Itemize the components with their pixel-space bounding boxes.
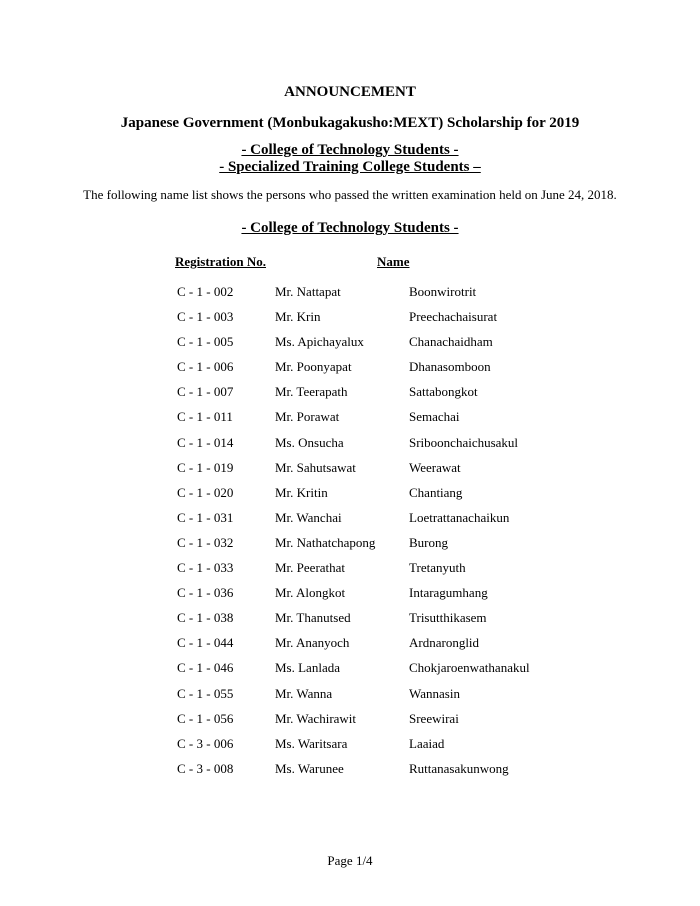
first-name: Mr. Teerapath	[275, 384, 348, 400]
list-item	[0, 736, 700, 761]
first-name: Ms. Apichayalux	[275, 334, 364, 350]
first-name: Mr. Wachirawit	[275, 710, 357, 726]
registration-number: C - 1 - 033	[177, 560, 234, 576]
last-name: Tretanyuth	[409, 560, 466, 576]
registration-number: C - 1 - 036	[177, 585, 234, 601]
first-name: Mr. Nattapat	[275, 284, 341, 299]
last-name: Semachai	[409, 409, 460, 425]
registration-number: C - 1 - 031	[177, 509, 234, 525]
page-number: Page 1/4	[327, 853, 373, 868]
first-name: Mr. Thanutsed	[275, 610, 351, 626]
last-name: Chokjaroenwathanakul	[409, 660, 530, 676]
registration-number: C - 1 - 044	[177, 635, 234, 651]
last-name: Sriboonchaichusakul	[409, 434, 519, 450]
registration-number: C - 1 - 002	[177, 284, 234, 299]
list-item	[0, 711, 700, 736]
registration-number: C - 3 - 006	[177, 735, 234, 751]
registration-number: C - 3 - 008	[177, 760, 234, 776]
section-heading: - College of Technology Students -	[241, 220, 459, 236]
list-item	[0, 560, 700, 585]
last-name: Chantiang	[409, 484, 463, 500]
last-name: Dhanasomboon	[409, 359, 491, 375]
last-name: Trisutthikasem	[409, 610, 487, 626]
list-item	[0, 409, 700, 434]
intro-paragraph: The following name list shows the persons who passed the written examination held on June 24, 2018.	[83, 187, 617, 202]
first-name: Ms. Lanlada	[275, 660, 340, 676]
registration-number: C - 1 - 032	[177, 534, 234, 550]
list-item	[0, 761, 700, 786]
registration-number: C - 1 - 055	[177, 685, 234, 701]
subtitle-specialized-training: - Specialized Training College Students –	[219, 159, 481, 175]
registration-number: C - 1 - 038	[177, 610, 234, 626]
registration-number: C - 1 - 019	[177, 459, 234, 475]
registration-number: C - 1 - 020	[177, 484, 234, 500]
registration-number: C - 1 - 056	[177, 710, 234, 726]
registration-number: C - 1 - 003	[177, 309, 234, 325]
column-header-name: Name	[377, 254, 410, 269]
subtitle-college-of-technology: - College of Technology Students -	[241, 142, 459, 158]
registration-number: C - 1 - 046	[177, 660, 234, 676]
registration-number: C - 1 - 005	[177, 334, 234, 350]
first-name: Mr. Ananyoch	[275, 635, 350, 651]
first-name: Mr. Wanchai	[275, 509, 342, 525]
first-name: Mr. Peerathat	[275, 560, 346, 576]
first-name: Mr. Alongkot	[275, 585, 346, 601]
registration-number: C - 1 - 007	[177, 384, 234, 400]
last-name: Sreewirai	[409, 710, 459, 726]
list-item	[0, 686, 700, 711]
last-name: Wannasin	[409, 685, 460, 701]
registration-number: C - 1 - 011	[177, 409, 233, 425]
first-name: Mr. Poonyapat	[275, 359, 352, 375]
first-name: Mr. Kritin	[275, 484, 328, 500]
list-item	[0, 384, 700, 409]
list-item	[0, 585, 700, 610]
first-name: Mr. Porawat	[275, 409, 340, 425]
list-item	[0, 460, 700, 485]
last-name: Ardnaronglid	[409, 635, 480, 651]
passer-list	[0, 284, 700, 786]
list-item	[0, 334, 700, 359]
scholarship-title: Japanese Government (Monbukagakusho:MEXT) Scholarship for 2019	[120, 115, 580, 131]
last-name: Burong	[409, 534, 448, 550]
list-item	[0, 284, 700, 309]
first-name: Ms. Waritsara	[275, 735, 348, 751]
list-item	[0, 510, 700, 535]
last-name: Laaiad	[409, 735, 445, 751]
first-name: Mr. Wanna	[275, 685, 333, 701]
list-item	[0, 660, 700, 685]
registration-number: C - 1 - 014	[177, 434, 234, 450]
list-item	[0, 435, 700, 460]
first-name: Ms. Warunee	[275, 760, 344, 776]
list-item	[0, 610, 700, 635]
last-name: Loetrattanachaikun	[409, 509, 510, 525]
first-name: Mr. Krin	[275, 309, 321, 325]
list-item	[0, 309, 700, 334]
announcement-heading: ANNOUNCEMENT	[284, 84, 416, 100]
last-name: Sattabongkot	[409, 384, 478, 400]
last-name: Ruttanasakunwong	[409, 760, 509, 776]
column-header-registration: Registration No.	[175, 254, 266, 269]
list-item	[0, 359, 700, 384]
first-name: Ms. Onsucha	[275, 434, 344, 450]
list-item	[0, 535, 700, 560]
last-name: Boonwirotrit	[409, 284, 477, 299]
first-name: Mr. Sahutsawat	[275, 459, 356, 475]
last-name: Chanachaidham	[409, 334, 493, 350]
first-name: Mr. Nathatchapong	[275, 534, 376, 550]
list-item	[0, 485, 700, 510]
registration-number: C - 1 - 006	[177, 359, 234, 375]
list-item	[0, 635, 700, 660]
last-name: Intaragumhang	[409, 585, 488, 601]
last-name: Preechachaisurat	[409, 309, 498, 325]
last-name: Weerawat	[409, 459, 461, 475]
